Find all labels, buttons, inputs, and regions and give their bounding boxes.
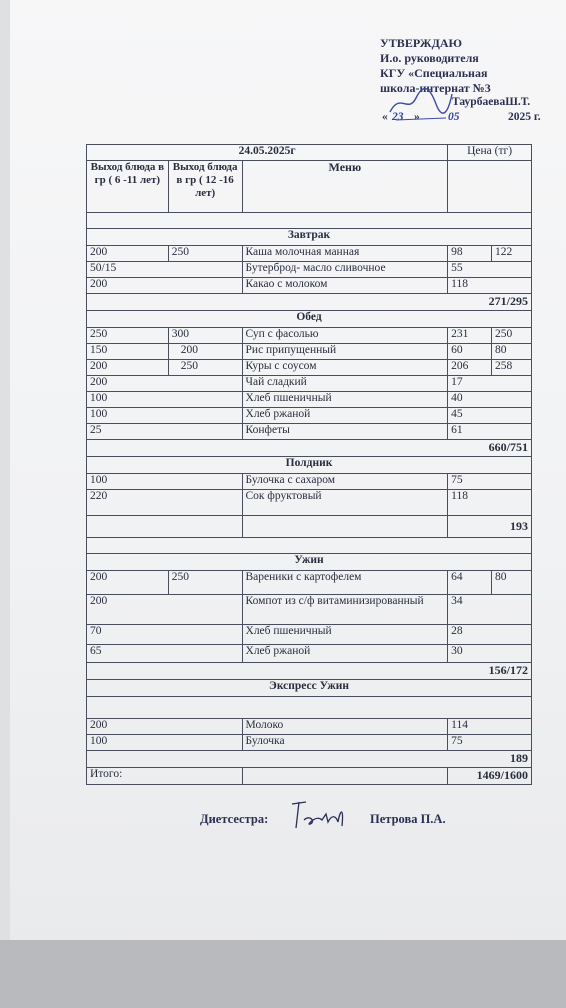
cell-portion-small: 200 [87,246,169,262]
cell-price-small: 118 [448,278,532,294]
approval-year: 2025 г. [508,111,541,123]
empty-cell [87,516,243,538]
table-row [87,328,532,344]
cell-dish: Компот из с/ф витаминизированный [242,595,448,625]
section-lunch: Обед [87,311,532,328]
approval-date-month: 05 [448,111,460,123]
menu-header: Меню [242,161,448,213]
table-row [87,278,532,294]
cell-portion-large: 200 [168,344,242,360]
menu-table [86,144,532,785]
table-row [87,408,532,424]
cell-dish: Конфеты [242,424,448,440]
cell-dish: Хлеб пшеничный [242,625,448,645]
cell-price-small: 45 [448,408,532,424]
cell-portion-small: 200 [87,719,243,735]
table-row [87,392,532,408]
cell-price-small: 206 [448,360,492,376]
table-row [87,424,532,440]
portion-header-6-11: Выход блюда в гр ( 6 -11 лет) [87,161,169,213]
table-row [87,719,532,735]
table-row [87,344,532,360]
cell-portion-large: 250 [168,246,242,262]
table-row [87,474,532,490]
cell-dish: Какао с молоком [242,278,448,294]
cell-price-small: 30 [448,645,532,663]
cell-dish: Вареники с картофелем [242,571,448,595]
table-row [87,490,532,516]
table-row [87,645,532,663]
approval-position: И.о. руководителя [380,51,479,65]
section-total-dinner: 156/172 [87,663,532,680]
cell-dish: Рис припущенный [242,344,448,360]
cell-dish: Хлеб пшеничный [242,392,448,408]
cell-dish: Куры с соусом [242,360,448,376]
spacer-row [87,697,532,719]
section-breakfast: Завтрак [87,229,532,246]
spacer-row [87,213,532,229]
background-surface [0,940,566,1008]
cell-price-large: 250 [492,328,532,344]
cell-dish: Бутерброд- масло сливочное [242,262,448,278]
approval-date-day: 23 [392,111,404,123]
section-total-breakfast: 271/295 [87,294,532,311]
cell-price-small: 61 [448,424,532,440]
cell-price-small: 75 [448,735,532,751]
approval-org-line1: КГУ «Специальная [380,66,488,80]
cell-dish: Сок фруктовый [242,490,448,516]
cell-portion-small: 50/15 [87,262,243,278]
cell-dish: Булочка с сахаром [242,474,448,490]
menu-date: 24.05.2025г [87,145,448,161]
cell-portion-small: 70 [87,625,243,645]
cell-dish: Чай сладкий [242,376,448,392]
cell-portion-small: 200 [87,376,243,392]
cell-portion-large: 250 [168,360,242,376]
cell-price-small: 64 [448,571,492,595]
cell-portion-small: 100 [87,735,243,751]
cell-price-large: 80 [492,344,532,360]
cell-dish: Каша молочная манная [242,246,448,262]
cell-portion-small: 250 [87,328,169,344]
cell-dish: Молоко [242,719,448,735]
section-express-dinner: Экспресс Ужин [87,680,532,697]
cell-price-large: 80 [492,571,532,595]
cell-portion-small: 200 [87,278,243,294]
cell-price-large: 258 [492,360,532,376]
cell-portion-small: 220 [87,490,243,516]
spacer-row [87,538,532,554]
cell-price-small: 34 [448,595,532,625]
approval-date-close: » [414,111,420,123]
cell-price-small: 118 [448,490,532,516]
grand-total-value: 1469/1600 [448,768,532,785]
table-row [87,376,532,392]
section-total-express: 189 [87,751,532,768]
approval-org-line2: школа-интернат №3 [380,81,491,95]
cell-dish: Хлеб ржаной [242,408,448,424]
dietitian-signature [286,796,348,834]
cell-price-small: 75 [448,474,532,490]
cell-portion-small: 200 [87,595,243,625]
section-dinner: Ужин [87,554,532,571]
grand-total-label: Итого: [87,768,243,785]
approval-title: УТВЕРЖДАЮ [380,36,463,50]
cell-portion-large: 250 [168,571,242,595]
empty-cell [242,768,448,785]
cell-price-small: 60 [448,344,492,360]
cell-portion-small: 150 [87,344,169,360]
cell-price-small: 231 [448,328,492,344]
table-row [87,735,532,751]
table-row [87,360,532,376]
empty-cell [448,161,532,213]
approval-date-open: « [382,111,388,123]
portion-header-12-16: Выход блюда в гр ( 12 -16 лет) [168,161,242,213]
approval-name: ТаурбаеваШ.Т. [452,96,531,108]
cell-price-large: 122 [492,246,532,262]
cell-price-small: 55 [448,262,532,278]
cell-portion-small: 200 [87,360,169,376]
cell-dish: Суп с фасолью [242,328,448,344]
dietitian-name: Петрова П.А. [370,812,446,826]
cell-portion-small: 25 [87,424,243,440]
cell-portion-small: 100 [87,392,243,408]
cell-dish: Булочка [242,735,448,751]
cell-portion-small: 65 [87,645,243,663]
section-snack: Полдник [87,457,532,474]
cell-portion-large: 300 [168,328,242,344]
cell-price-small: 114 [448,719,532,735]
cell-portion-small: 100 [87,408,243,424]
price-header: Цена (тг) [448,145,532,161]
table-row [87,595,532,625]
cell-dish: Хлеб ржаной [242,645,448,663]
cell-price-small: 17 [448,376,532,392]
cell-price-small: 98 [448,246,492,262]
approval-signature [386,84,456,124]
empty-cell [242,516,448,538]
table-row [87,262,532,278]
cell-portion-small: 200 [87,571,169,595]
cell-price-small: 40 [448,392,532,408]
cell-price-small: 28 [448,625,532,645]
section-total-snack: 193 [448,516,532,538]
dietitian-role: Диетсестра: [200,812,269,826]
table-row [87,571,532,595]
table-row [87,625,532,645]
table-row [87,246,532,262]
section-total-lunch: 660/751 [87,440,532,457]
cell-portion-small: 100 [87,474,243,490]
